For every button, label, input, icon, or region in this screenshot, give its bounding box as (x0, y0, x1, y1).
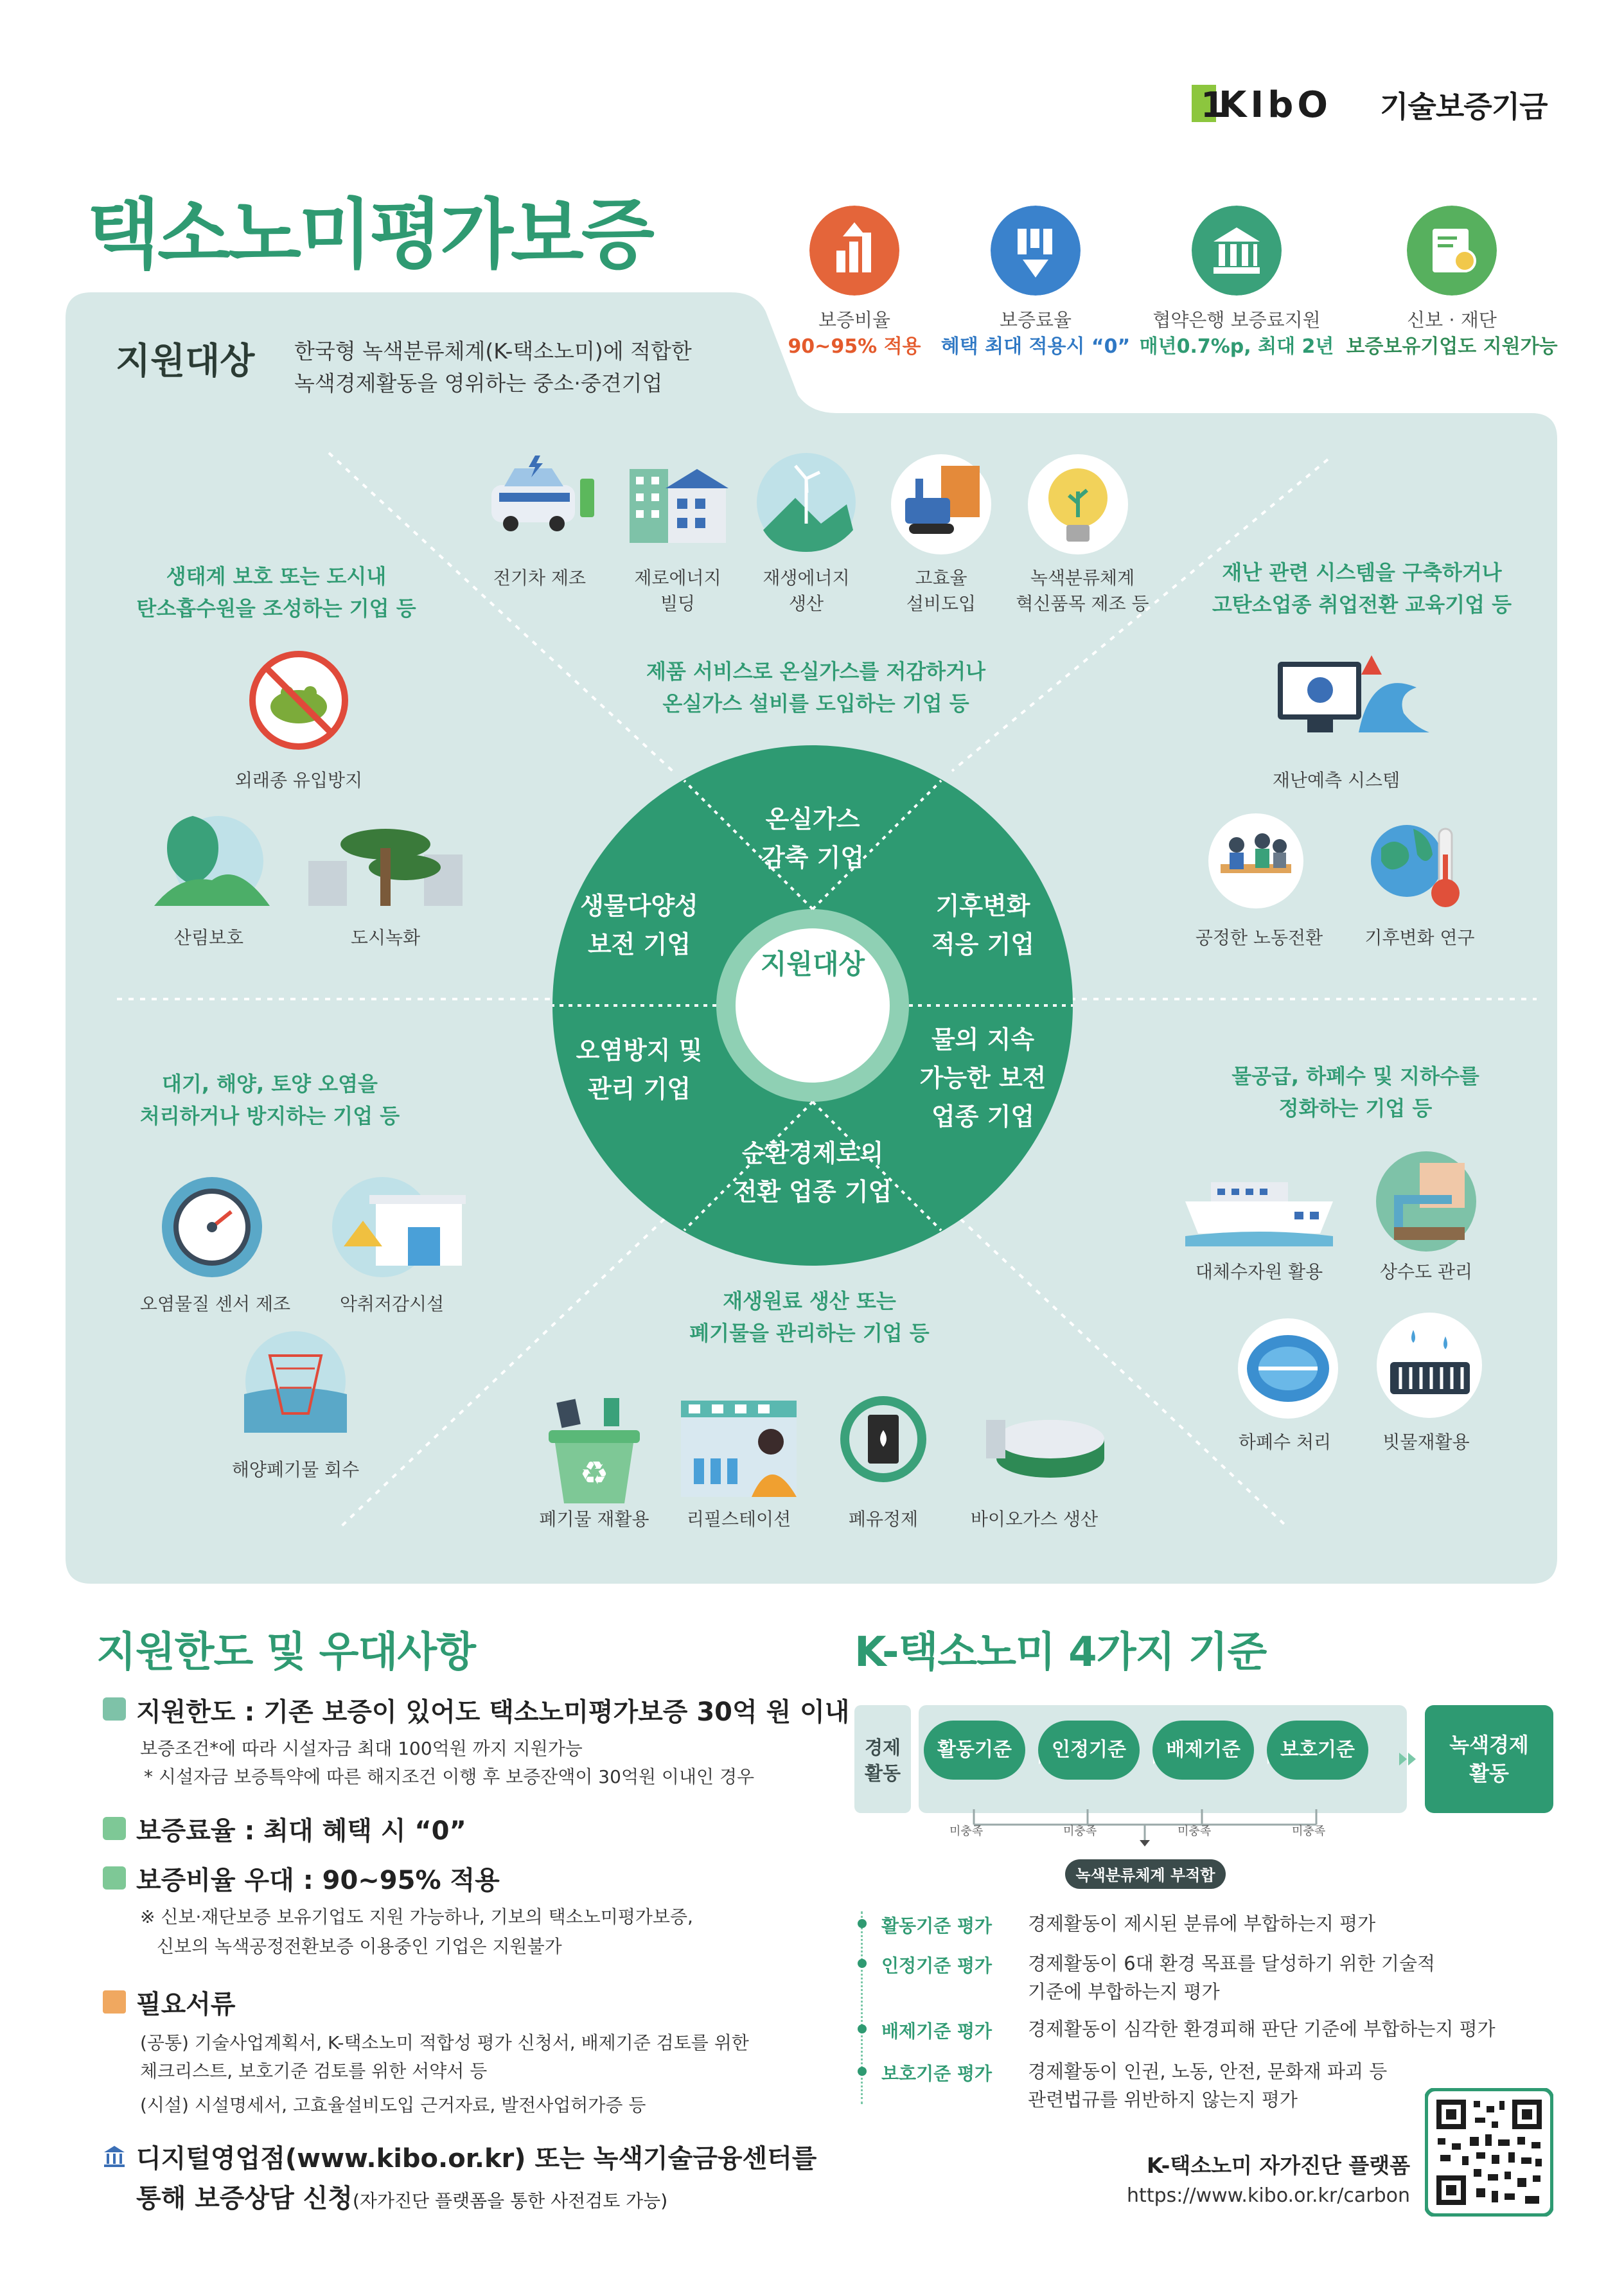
stat-label: 신보 · 재단 (1407, 309, 1497, 331)
bullet-dot (858, 2024, 867, 2033)
criteria-text: 기준에 부합하는지 평가 (1028, 1981, 1220, 2003)
pressure-gauge-icon (161, 1176, 263, 1279)
criteria-text: 경제활동이 제시된 분류에 부합하는지 평가 (1028, 1913, 1376, 1934)
arrow-down-chart-icon (991, 206, 1081, 296)
climate-research-icon (1368, 816, 1471, 912)
criteria-text: 경제활동이 인권, 노동, 안전, 문화재 파괴 등 (1028, 2060, 1388, 2082)
apply-note: (자가진단 플랫폼을 통한 사전검토 가능) (352, 2190, 668, 2211)
zero-energy-building-icon (623, 456, 732, 546)
wheel-segment-pollution (556, 1031, 723, 1108)
category-disaster (1182, 556, 1542, 621)
document-icon (103, 1990, 126, 2014)
category-line: 정화하는 기업 등 (1278, 1096, 1433, 1120)
arrow-up-chart-icon (809, 206, 899, 296)
item-disaster-system: 재난예측 시스템 (1272, 770, 1400, 791)
apply-line: 디지털영업점(www.kibo.or.kr) 또는 녹색기술금융센터를 (136, 2144, 817, 2173)
docs-common: 체크리스트, 보호기준 검토를 위한 서약서 등 (140, 2060, 488, 2082)
flow-end-line: 활동 (1469, 1761, 1509, 1785)
bullet-dot (858, 1959, 867, 1968)
forest-protection-icon (154, 810, 270, 906)
svg-text:KIbO: KIbO (1219, 84, 1332, 123)
percent-up-icon (103, 1866, 126, 1890)
category-line: 폐기물을 관리하는 기업 등 (689, 1321, 930, 1345)
category-line: 생태계 보호 또는 도시내 (166, 564, 387, 589)
category-line: 물공급, 하폐수 및 지하수를 (1231, 1064, 1479, 1088)
item-climate-research: 기후변화 연구 (1364, 927, 1475, 948)
certificate-ribbon-icon (1407, 206, 1497, 296)
item-efficiency (880, 565, 1002, 617)
fail-label: 미충족 (1178, 1825, 1212, 1838)
stat-value: 90~95% 적용 (788, 335, 921, 358)
category-ecosystem (116, 560, 437, 624)
odor-reduction-facility-icon (331, 1176, 466, 1279)
svg-text:1: 1 (1201, 85, 1225, 123)
docs-title: 필요서류 (136, 1990, 236, 2019)
oil-refining-icon (832, 1388, 935, 1491)
item-forest: 산림보호 (173, 927, 244, 948)
item-line: 재생에너지 (763, 567, 850, 589)
criteria-label: 보호기준 평가 (881, 2063, 993, 2084)
fee-title: 보증료율 : 최대 혜택 시 “0” (136, 1816, 466, 1846)
disaster-monitor-icon (1275, 649, 1429, 739)
category-water (1188, 1060, 1522, 1124)
stat-value: 보증보유기업도 지원가능 (1346, 335, 1558, 358)
limit-title: 지원한도 : 기존 보증이 있어도 택소노미평가보증 30억 원 이내 (136, 1697, 850, 1727)
limit-note: 보증조건*에 따라 시설자금 최대 100억원 까지 지원가능 (140, 1738, 583, 1759)
wheel-line: 기후변화 (935, 892, 1030, 920)
item-line: 녹색분류체계 (1030, 567, 1135, 589)
qr-code[interactable] (1425, 2088, 1553, 2217)
refill-station-icon (675, 1388, 803, 1500)
stat-label: 협약은행 보증료지원 (1152, 309, 1321, 331)
category-line: 고탄소업종 취업전환 교육기업 등 (1212, 592, 1512, 617)
fail-label: 미충족 (949, 1825, 984, 1838)
flow-start-line: 경제 (864, 1737, 901, 1758)
criteria-label: 활동기준 평가 (881, 1915, 993, 1936)
wheel-segment-water (899, 1020, 1066, 1136)
wheel-segment-climate (899, 887, 1066, 964)
no-invasive-species-icon (247, 649, 350, 752)
recycle-bin-icon (540, 1394, 649, 1507)
wheel-line: 생물다양성 (580, 892, 698, 920)
item-renewable (745, 565, 867, 617)
item-marine-waste: 해양폐기물 회수 (231, 1459, 360, 1480)
criteria-label: 배제기준 평가 (881, 2021, 993, 2042)
item-wastewater: 하폐수 처리 (1238, 1431, 1332, 1453)
wheel-center-label: 지원대상 (760, 948, 865, 980)
wastewater-treatment-icon (1237, 1317, 1339, 1420)
item-invasive: 외래종 유입방지 (234, 770, 363, 791)
flow-end-line: 녹색경제 (1449, 1733, 1529, 1757)
unfit-badge: 녹색분류체계 부적합 (1075, 1866, 1215, 1884)
item-odor-facility: 악취저감시설 (339, 1293, 445, 1315)
bank-building-icon (1192, 206, 1282, 296)
just-transition-icon (1208, 813, 1304, 909)
platform-title: K-택소노미 자가진단 플랫폼 (1146, 2153, 1410, 2178)
urban-greening-icon (308, 822, 469, 906)
wheel-line: 보전 기업 (587, 930, 691, 959)
item-biogas: 바이오가스 생산 (970, 1509, 1099, 1530)
wheel-segment-biodiversity (556, 887, 723, 964)
wheel-line: 적응 기업 (931, 930, 1035, 959)
marine-waste-net-icon (244, 1330, 347, 1433)
item-ev: 전기차 제조 (493, 567, 587, 589)
item-line: 고효율 (915, 567, 967, 589)
item-line: 설비도입 (906, 593, 976, 614)
category-line: 탄소흡수원을 조성하는 기업 등 (136, 596, 416, 621)
ratio-note: 신보의 녹색공정전환보증 이용중인 기업은 지원불가 (157, 1936, 562, 1957)
item-waste-recycle: 폐기물 재활용 (539, 1509, 649, 1530)
category-line: 온실가스 설비를 도입하는 기업 등 (662, 691, 969, 716)
flow-step-activity: 활동기준 (924, 1721, 1025, 1780)
support-desc-line: 녹색경제활동을 영위하는 중소·중견기업 (294, 371, 663, 396)
rainwater-reuse-icon (1375, 1311, 1484, 1420)
brand-name: 기술보증기금 (1380, 89, 1548, 124)
taxonomy-heading: K-택소노미 4가지 기준 (854, 1629, 1267, 1676)
wheel-segment-circular (713, 1134, 912, 1211)
flow-start (854, 1735, 911, 1786)
flow-step-protection: 보호기준 (1267, 1721, 1368, 1780)
stat-value: 혜택 최대 적용시 “0” (940, 335, 1131, 358)
docs-facility: (시설) 시설명세서, 고효율설비도입 근거자료, 발전사업허가증 등 (140, 2094, 646, 2116)
stat-label: 보증료율 (999, 309, 1072, 331)
category-line: 처리하거나 방지하는 기업 등 (139, 1104, 400, 1128)
flow-start-line: 활동 (864, 1762, 901, 1784)
category-pollution (103, 1068, 437, 1132)
apply-text: 통해 보증상담 신청 (136, 2184, 353, 2213)
docs-common: (공통) 기술사업계획서, K-택소노미 적합성 평가 신청서, 배제기준 검토를 위한 (140, 2032, 749, 2053)
wheel-line: 물의 지속 (931, 1025, 1035, 1054)
item-line: 빌딩 (660, 593, 696, 614)
support-heading: 지원대상 (116, 341, 255, 382)
limits-heading: 지원한도 및 우대사항 (96, 1629, 475, 1676)
wheel-segment-ghg (732, 800, 893, 877)
flow-end (1425, 1731, 1553, 1787)
platform-url[interactable]: https://www.kibo.or.kr/carbon (1127, 2184, 1410, 2207)
criteria-text: 경제활동이 심각한 환경피해 판단 기준에 부합하는지 평가 (1028, 2018, 1496, 2040)
item-water-supply: 상수도 관리 (1379, 1261, 1473, 1282)
fail-label: 미충족 (1292, 1825, 1326, 1838)
limit-footnote: * 시설자금 보증특약에 따른 해지조건 이행 후 보증잔액이 30억원 이내인 경우 (144, 1766, 755, 1787)
wheel-line: 감축 기업 (761, 844, 865, 872)
wheel-line: 업종 기업 (931, 1102, 1035, 1131)
svg-text:♻: ♻ (579, 1455, 609, 1492)
item-rainwater: 빗물재활용 (1382, 1431, 1470, 1453)
criteria-text: 관련법규를 위반하지 않는지 평가 (1028, 2089, 1298, 2111)
bank-icon (103, 2145, 126, 2168)
criteria-text: 경제활동이 6대 환경 목표를 달성하기 위한 기술적 (1028, 1952, 1436, 1974)
apply-line (136, 2178, 667, 2215)
flow-step-exclusion: 배제기준 (1152, 1721, 1254, 1780)
item-green-innovation (999, 565, 1166, 617)
item-pollution-sensor: 오염물질 센서 제조 (139, 1293, 291, 1315)
wheel-line: 관리 기업 (587, 1075, 691, 1103)
page-title: 택소노미평가보증 (87, 190, 652, 279)
wheel-line: 온실가스 (765, 805, 860, 833)
bullet-dot (858, 1919, 867, 1928)
stat-value: 매년0.7%p, 최대 2년 (1139, 335, 1334, 358)
ratio-note: ※ 신보·재단보증 보유기업도 지원 가능하나, 기보의 택소노미평가보증, (140, 1906, 693, 1927)
item-line: 혁신품목 제조 등 (1016, 593, 1149, 614)
electric-car-icon (485, 453, 601, 540)
wheel-line: 가능한 보전 (919, 1064, 1046, 1092)
stat-label: 보증비율 (818, 309, 891, 331)
item-alt-water: 대체수자원 활용 (1195, 1261, 1323, 1282)
wheel-line: 순환경제로의 (741, 1139, 884, 1167)
flow-step-recognition: 인정기준 (1038, 1721, 1140, 1780)
lightbulb-plant-icon (1027, 453, 1129, 556)
category-ghg (617, 655, 1015, 720)
wheel-line: 오염방지 및 (576, 1036, 703, 1065)
item-refill-station: 리필스테이션 (686, 1509, 791, 1530)
fail-label: 미충족 (1063, 1825, 1097, 1838)
high-efficiency-equipment-icon (890, 453, 993, 556)
kibo-logo (1192, 84, 1372, 123)
item-line: 제로에너지 (634, 567, 721, 589)
item-line: 생산 (788, 593, 824, 614)
wind-turbine-icon (757, 453, 856, 553)
support-desc-line: 한국형 녹색분류체계(K-택소노미)에 적합한 (294, 339, 692, 364)
category-line: 제품 서비스로 온실가스를 저감하거나 (646, 659, 985, 684)
water-supply-icon (1375, 1150, 1478, 1253)
biogas-tank-icon (973, 1388, 1108, 1500)
item-urban-greening: 도시녹화 (350, 927, 421, 948)
wheel-line: 전환 업종 기업 (733, 1178, 892, 1206)
item-oil-refining: 폐유정제 (848, 1509, 919, 1530)
percent-down-icon (103, 1817, 126, 1840)
item-zero-energy (617, 565, 739, 617)
ratio-title: 보증비율 우대 : 90~95% 적용 (136, 1866, 500, 1895)
support-description (294, 335, 757, 400)
category-line: 재생원료 생산 또는 (723, 1289, 896, 1313)
item-just-transition: 공정한 노동전환 (1195, 927, 1323, 948)
ship-desalination-icon (1185, 1156, 1333, 1246)
category-recycle (642, 1285, 976, 1349)
coin-icon (103, 1697, 126, 1721)
criteria-label: 인정기준 평가 (881, 1955, 993, 1976)
category-line: 재난 관련 시스템을 구축하거나 (1222, 560, 1502, 585)
bullet-dot (858, 2067, 867, 2076)
category-line: 대기, 해양, 토양 오염을 (162, 1072, 378, 1096)
